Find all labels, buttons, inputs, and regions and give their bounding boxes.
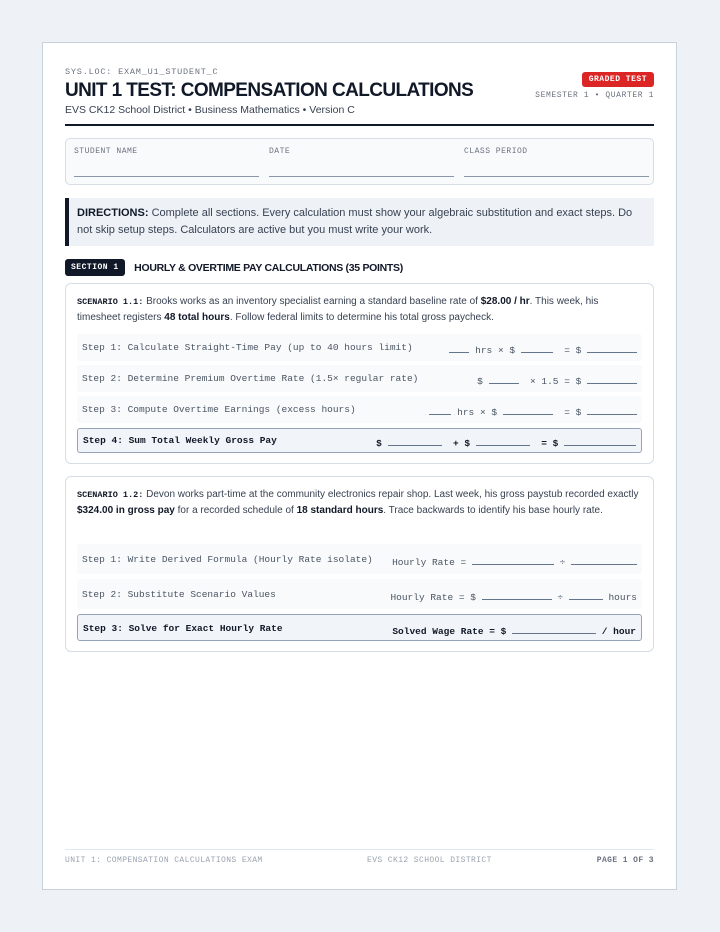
step-label: Step 2: Determine Premium Overtime Rate (1.5× regular rate) bbox=[82, 373, 419, 384]
scenario-1-2-text-part: for a recorded schedule of bbox=[177, 505, 294, 516]
step-equation bbox=[390, 589, 637, 603]
divide-sign: ÷ bbox=[557, 592, 564, 603]
scenario-1-1-text-part: . This week, his timesheet registers bbox=[77, 296, 599, 323]
step-equation bbox=[449, 342, 637, 356]
step-equation bbox=[429, 404, 637, 418]
scenario-1-1-tag: SCENARIO 1.1: bbox=[77, 297, 144, 307]
section-badge: SECTION 1 bbox=[65, 259, 125, 276]
directions-text: Complete all sections. Every calculation must show your algebraic substitution and exact steps. Do not skip setup steps. Calculators are active but you must write your work. bbox=[77, 207, 633, 236]
step-label: Step 4: Sum Total Weekly Gross Pay bbox=[83, 435, 277, 446]
step-label: Step 1: Calculate Straight-Time Pay (up to 40 hours limit) bbox=[82, 342, 413, 353]
date-field[interactable] bbox=[269, 147, 454, 156]
answer-blank[interactable] bbox=[388, 435, 442, 446]
answer-blank[interactable] bbox=[429, 404, 451, 415]
scenario-1-1-text bbox=[77, 294, 642, 326]
answer-blank[interactable] bbox=[521, 342, 553, 353]
equals-sign: = $ bbox=[541, 438, 559, 449]
answer-blank[interactable] bbox=[587, 342, 637, 353]
scenario-1-1-step-2 bbox=[77, 365, 642, 392]
standard-hours: 18 standard hours bbox=[296, 505, 384, 516]
gross-pay-amount: $324.00 in gross pay bbox=[77, 505, 175, 516]
plus-sign: + $ bbox=[452, 438, 471, 449]
answer-blank[interactable] bbox=[587, 404, 637, 415]
step-label: Step 1: Write Derived Formula (Hourly Rate isolate) bbox=[82, 554, 373, 565]
scenario-1-1-card bbox=[65, 283, 654, 464]
total-hours: 48 total hours bbox=[164, 312, 230, 323]
scenario-1-1-step-4 bbox=[77, 428, 642, 453]
semester-label: SEMESTER 1 • QUARTER 1 bbox=[535, 91, 654, 100]
scenario-1-2-text-part: Devon works part-time at the community electronics repair shop. Last week, his gross paystub recorded exactly bbox=[146, 489, 639, 500]
section-header bbox=[65, 259, 403, 277]
class-period-line[interactable] bbox=[464, 176, 649, 177]
dollar-sign: $ bbox=[477, 376, 483, 387]
section-title: HOURLY & OVERTIME PAY CALCULATIONS (35 POINTS) bbox=[134, 261, 403, 274]
scenario-1-2-step-1 bbox=[77, 544, 642, 574]
footer-left: UNIT 1: COMPENSATION CALCULATIONS EXAM bbox=[65, 856, 263, 865]
answer-blank[interactable] bbox=[587, 373, 637, 384]
answer-blank[interactable] bbox=[503, 404, 553, 415]
step-equation bbox=[477, 373, 637, 387]
date-label: DATE bbox=[269, 147, 291, 156]
student-name-label: STUDENT NAME bbox=[74, 147, 138, 156]
answer-blank[interactable] bbox=[449, 342, 469, 353]
formula-prefix: Solved Wage Rate = $ bbox=[392, 626, 507, 637]
equals-sign: = $ bbox=[564, 345, 582, 356]
multiplier-text: × 1.5 bbox=[529, 376, 559, 387]
dollar-sign: $ bbox=[509, 345, 516, 356]
unit-text: / hour bbox=[601, 626, 636, 637]
dollar-sign: $ bbox=[376, 438, 382, 449]
answer-blank[interactable] bbox=[564, 435, 636, 446]
formula-prefix: Hourly Rate = $ bbox=[390, 592, 476, 603]
scenario-1-2-text bbox=[77, 487, 642, 519]
step-label: Step 3: Solve for Exact Hourly Rate bbox=[83, 623, 283, 634]
answer-blank[interactable] bbox=[489, 373, 519, 384]
graded-test-badge: GRADED TEST bbox=[582, 72, 654, 87]
exam-page bbox=[42, 42, 677, 890]
page-subtitle: EVS CK12 School District • Business Mathematics • Version C bbox=[65, 104, 355, 116]
unit-text: hrs × bbox=[457, 407, 486, 418]
baseline-rate: $28.00 / hr bbox=[480, 296, 530, 307]
directions-box bbox=[65, 198, 654, 246]
answer-blank[interactable] bbox=[482, 589, 552, 600]
scenario-1-2-text-part: . Trace backwards to identify his base hourly rate. bbox=[383, 505, 603, 516]
answer-blank[interactable] bbox=[512, 623, 596, 634]
divide-sign: ÷ bbox=[559, 557, 566, 568]
date-line[interactable] bbox=[269, 176, 454, 177]
footer-divider bbox=[65, 849, 654, 850]
scenario-1-2-tag: SCENARIO 1.2: bbox=[77, 490, 144, 500]
unit-text: hrs × bbox=[475, 345, 504, 356]
formula-prefix: Hourly Rate = bbox=[392, 557, 467, 568]
directions-label: DIRECTIONS: bbox=[77, 207, 149, 219]
student-name-field[interactable] bbox=[74, 147, 259, 156]
answer-blank[interactable] bbox=[476, 435, 530, 446]
equals-sign: = $ bbox=[564, 376, 582, 387]
scenario-1-2-step-2 bbox=[77, 579, 642, 609]
equals-sign: = $ bbox=[564, 407, 582, 418]
step-label: Step 2: Substitute Scenario Values bbox=[82, 589, 276, 600]
student-name-line[interactable] bbox=[74, 176, 259, 177]
footer-center: EVS CK12 SCHOOL DISTRICT bbox=[367, 856, 492, 865]
student-info-box bbox=[65, 138, 654, 185]
unit-text: hours bbox=[608, 592, 637, 603]
step-equation bbox=[376, 435, 636, 449]
answer-blank[interactable] bbox=[472, 554, 554, 565]
scenario-1-1-step-1 bbox=[77, 334, 642, 361]
header-divider bbox=[65, 124, 654, 126]
step-equation bbox=[392, 623, 636, 637]
page-number: PAGE 1 OF 3 bbox=[596, 856, 654, 865]
answer-blank[interactable] bbox=[571, 554, 637, 565]
scenario-1-1-step-3 bbox=[77, 396, 642, 423]
class-period-label: CLASS PERIOD bbox=[464, 147, 528, 156]
scenario-1-1-text-part: Brooks works as an inventory specialist earning a standard baseline rate of bbox=[146, 296, 478, 307]
dollar-sign: $ bbox=[491, 407, 498, 418]
page-title: UNIT 1 TEST: COMPENSATION CALCULATIONS bbox=[65, 80, 474, 101]
system-location-label: SYS.LOC: EXAM_U1_STUDENT_C bbox=[65, 67, 219, 77]
step-equation bbox=[392, 554, 637, 568]
class-period-field[interactable] bbox=[464, 147, 649, 156]
answer-blank[interactable] bbox=[569, 589, 603, 600]
scenario-1-1-text-part: . Follow federal limits to determine his total gross paycheck. bbox=[229, 312, 494, 323]
scenario-1-2-step-3 bbox=[77, 614, 642, 641]
scenario-1-2-card bbox=[65, 476, 654, 652]
step-label: Step 3: Compute Overtime Earnings (excess hours) bbox=[82, 404, 356, 415]
